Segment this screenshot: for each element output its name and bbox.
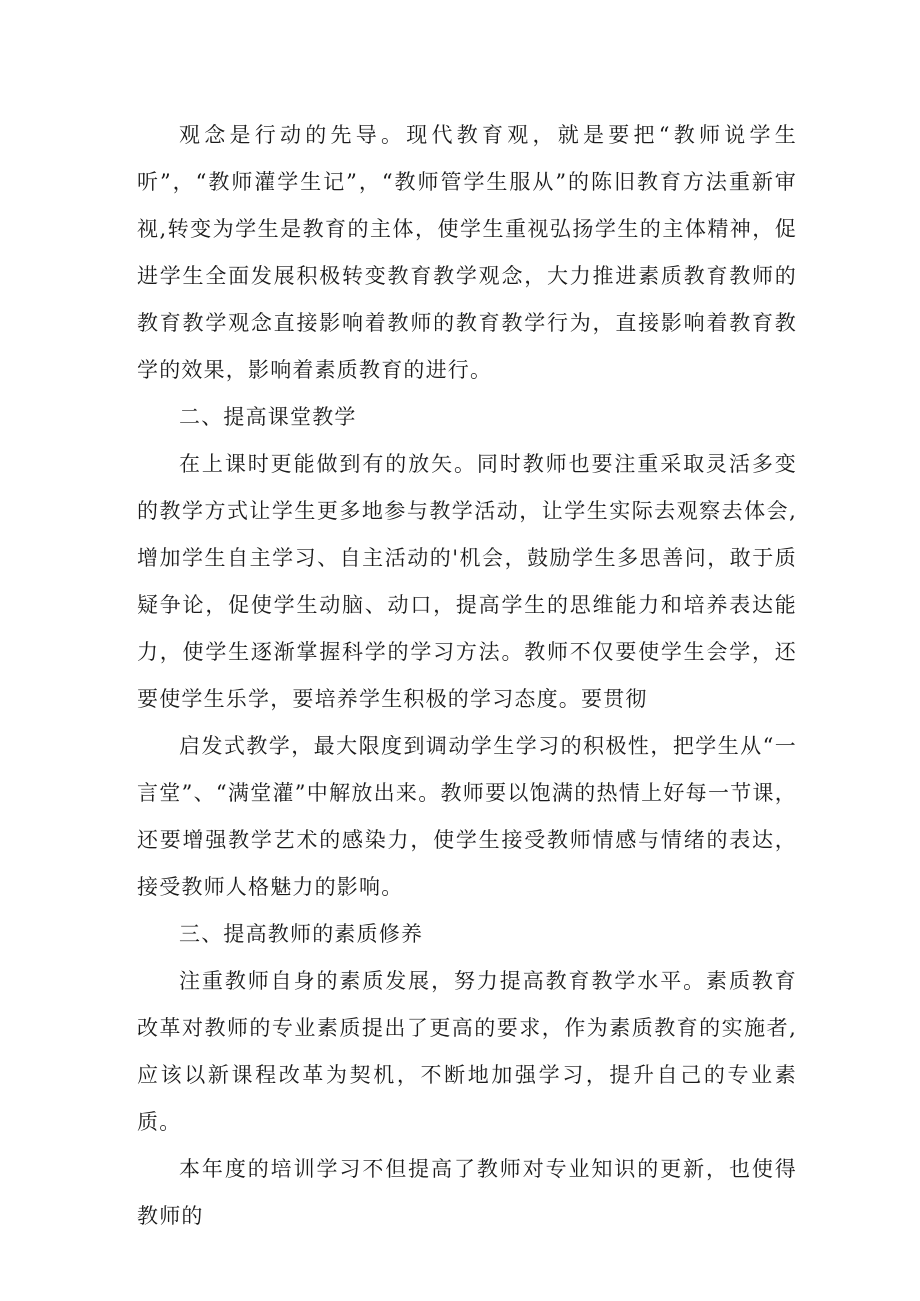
paragraph-annual-training: 本年度的培训学习不但提高了教师对专业知识的更新，也使得教师的 [137,1157,797,1228]
section-heading-classroom-teaching: 二、提高课堂教学 [179,405,357,429]
section-heading-teacher-quality: 三、提高教师的素质修养 [179,922,424,946]
paragraph-teaching-concept: 观念是行动的先导。现代教育观，就是要把“教师说学生听”，“教师灌学生记”，“教师管学生服从”的陈旧教育方法重新审视,转变为学生是教育的主体，使学生重视弘扬学生的主体精神，促进学生全面发展积极转变教育教学观念，大力推进素质教育教师的教育教学观念直接影响着教师的教育教学行为，直接影响着教育教学的效果，影响着素质教育的进行。 [137,123,797,382]
paragraph-teacher-quality: 注重教师自身的素质发展，努力提高教育教学水平。素质教育改革对教师的专业素质提出了更高的要求，作为素质教育的实施者,应该以新课程改革为契机，不断地加强学习，提升自己的专业素质。 [137,969,797,1134]
paragraph-classroom-teaching: 在上课时更能做到有的放矢。同时教师也要注重采取灵活多变的教学方式让学生更多地参与教学活动，让学生实际去观察去体会,增加学生自主学习、自主活动的'机会，鼓励学生多思善问，敢于质疑争论，促使学生动脑、动口，提高学生的思维能力和培养表达能力，使学生逐渐掌握科学的学习方法。教师不仅要使学生会学，还要使学生乐学，要培养学生积极的学习态度。要贯彻 [137,452,797,711]
paragraph-heuristic-teaching: 启发式教学，最大限度到调动学生学习的积极性，把学生从“一言堂”、“满堂灌”中解放出来。教师要以饱满的热情上好每一节课，还要增强教学艺术的感染力，使学生接受教师情感与情绪的表达，接受教师人格魅力的影响。 [137,734,797,899]
document-body [137,112,797,1240]
